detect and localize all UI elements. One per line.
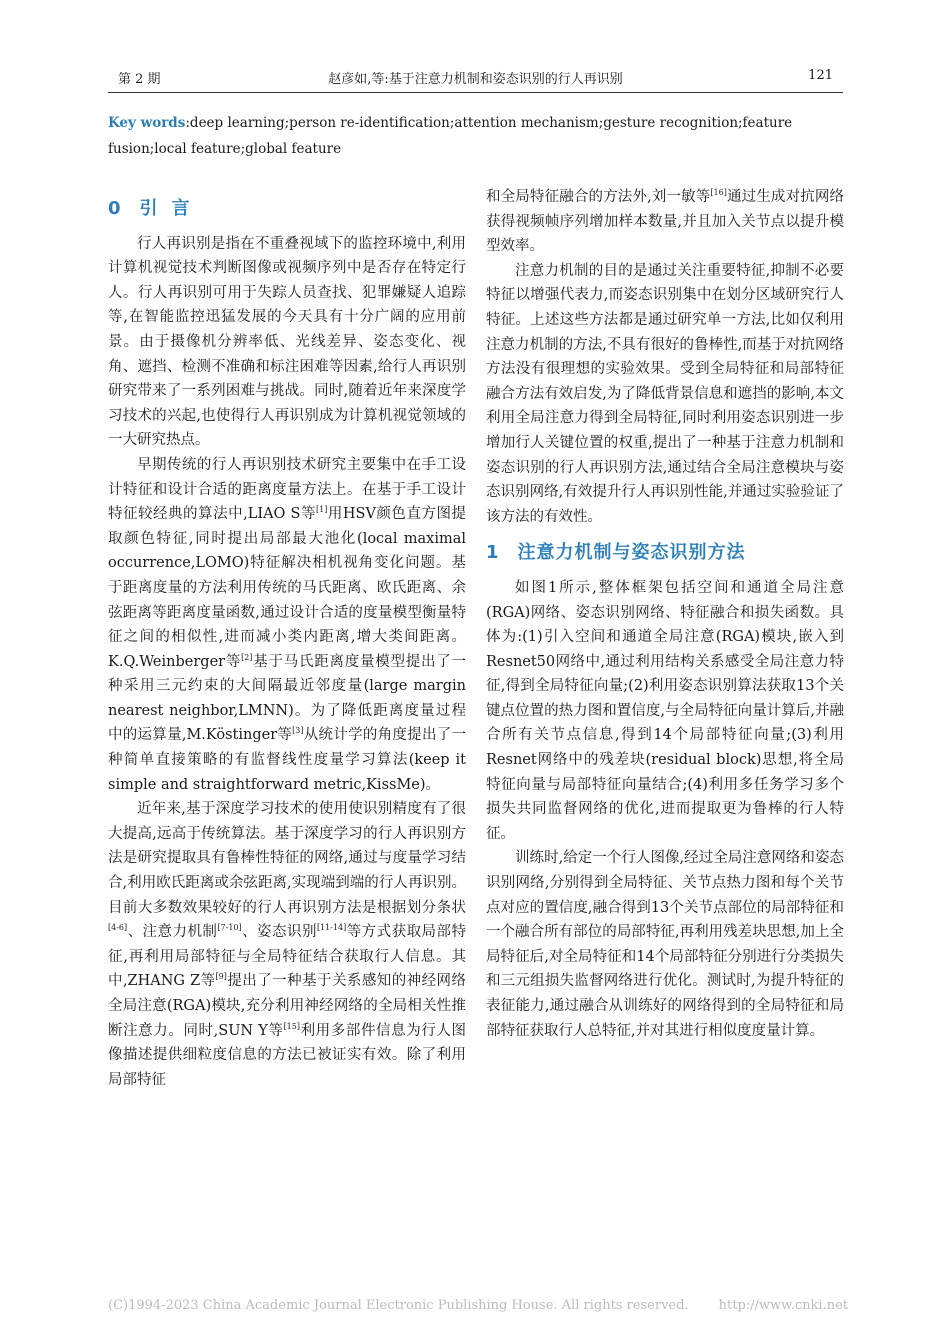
citation: [16] [710, 188, 727, 197]
citation: [2] [241, 652, 253, 662]
keywords-label: Key words [108, 115, 186, 131]
footer [108, 1298, 848, 1313]
section-number: 0 [108, 198, 122, 219]
page-number: 121 [808, 68, 833, 83]
citation: [15] [283, 1021, 300, 1031]
section-title: 引言 [139, 198, 204, 219]
citation: [3] [292, 726, 304, 736]
section-number: 1 [486, 542, 500, 564]
footer-url: http://www.cnki.net [718, 1298, 848, 1313]
paragraph: 近年来,基于深度学习技术的使用使识别精度有了很大提高,远高于传统算法。基于深度学习的行人再识别方法是研究提取具有鲁棒性特征的网络,通过与度量学习结合,利用欧氏距离或余弦距离,实现端到端的行人再识别。目前大多数效果较好的行人再识别方法是根据划分条状[4-6]、注意力机制[7-10]、姿态识别[11-14]等方式获取局部特征,再利用局部特征与全局特征结合获取行人信息。其中,ZHANG Z等[9]提出了一种基于关系感知的神经网络全局注意(RGA)模块,充分利用神经网络的全局相关性推断注意力。同时,SUN Y等[15]利用多部件信息为行人图像描述提供细粒度信息的方法已被证实有效。除了利用局部特征 [108, 801, 467, 1088]
section-heading-0 [108, 197, 466, 222]
paragraph: 注意力机制的目的是通过关注重要特征,抑制不必要特征以增强代表力,而姿态识别集中在划分区域研究行人特征。上述这些方法都是通过研究单一方法,比如仅利用注意力机制的方法,不具有很好的鲁棒性,而基于对抗网络方法没有很理想的实验效果。受到全局特征和局部特征融合方法有效启发,为了降低背景信息和遮挡的影响,本文利用全局注意力得到全局特征,同时利用姿态识别进一步增加行人关键位置的权重,提出了一种基于注意力机制和姿态识别的行人再识别方法,通过结合全局注意模块与姿态识别网络,有效提升行人再识别性能,并通过实验验证了该方法的有效性。 [486, 262, 844, 525]
citation: [4-6] [108, 923, 128, 933]
citation: [11-14] [316, 923, 347, 933]
paragraph-continued: 和全局特征融合的方法外,刘一敏等[16]通过生成对抗网络获得视频帧序列增加样本数量,并且加入关节点以提升模型效率。 [486, 188, 844, 255]
running-header [108, 62, 843, 93]
paragraph: 如图1所示,整体框架包括空间和通道全局注意(RGA)网络、姿态识别网络、特征融合和损失函数。具体为:(1)引入空间和通道全局注意(RGA)模块,嵌入到Resnet50网络中,通过利用结构关系感受全局注意力特征,得到全局特征向量;(2)利用姿态识别算法获取13个关键点位置的热力图和置信度,与全局特征向量计算后,并融合所有关节点信息,得到14个局部特征向量;(3)利用Resnet网络中的残差块(residual block)思想,将全局特征向量与局部特征向量结合;(4)利用多任务学习多个损失共同监督网络的优化,进而提取更为鲁棒的行人特征。 [486, 579, 844, 842]
citation: [9] [215, 972, 227, 982]
section-heading-1 [486, 541, 844, 566]
running-title: 赵彦如,等:基于注意力机制和姿态识别的行人再识别 [328, 72, 623, 87]
citation: [7-10] [217, 923, 242, 933]
keywords [108, 110, 843, 162]
citation: [1] [316, 505, 328, 515]
section-title: 注意力机制与姿态识别方法 [517, 542, 746, 564]
keywords-separator: : [185, 115, 190, 131]
copyright-notice: (C)1994-2023 China Academic Journal Electronic Publishing House. All rights reserved. [108, 1298, 689, 1313]
paragraph: 早期传统的行人再识别技术研究主要集中在手工设计特征和设计合适的距离度量方法上。在基于手工设计特征较经典的算法中,LIAO S等[1]用HSV颜色直方图提取颜色特征,同时提出局部最大池化(local maximal occurrence,LOMO)特征解决相机视角变化问题。基于距离度量的方法利用传统的马氏距离、欧氏距离、余弦距离等距离度量函数,通过设计合适的度量模型衡量特征之间的相似性,进而减小类内距离,增大类间距离。K.Q.Weinberger等[2]基于马氏距离度量模型提出了一种采用三元约束的大间隔最近邻度量(large margin nearest neighbor,LMNN)。为了降低距离度量过程中的运算量,M.Köstinger等[3]从统计学的角度提出了一种简单直接策略的有监督线性度量学习算法(keep it simple and straightforward metric,KissMe)。 [108, 456, 466, 793]
issue-number: 第 2 期 [118, 72, 161, 87]
paragraph: 行人再识别是指在不重叠视域下的监控环境中,利用计算机视觉技术判断图像或视频序列中是否存在特定行人。行人再识别可用于失踪人员查找、犯罪嫌疑人追踪等,在智能监控迅猛发展的今天具有十分广阔的应用前景。由于摄像机分辨率低、光线差异、姿态变化、视角、遮挡、检测不准确和标注困难等因素,给行人再识别研究带来了一系列困难与挑战。同时,随着近年来深度学习技术的兴起,也使得行人再识别成为计算机视觉领域的一大研究热点。 [108, 235, 466, 449]
left-column [108, 185, 466, 1092]
keywords-text: deep learning;person re-identification;attention mechanism;gesture recognition;feature fusion;local feature;global feature [108, 115, 793, 157]
right-column [486, 185, 844, 1043]
paragraph: 训练时,给定一个行人图像,经过全局注意网络和姿态识别网络,分别得到全局特征、关节点热力图和每个关节点对应的置信度,融合得到13个关节点部位的局部特征和一个融合所有部位的局部特征,再利用残差块思想,加上全局特征后,对全局特征和14个局部特征分别进行分类损失和三元组损失监督网络进行优化。测试时,为提升特征的表征能力,通过融合从训练好的网络得到的全局特征和局部特征获取行人总特征,并对其进行相似度度量计算。 [486, 850, 844, 1039]
